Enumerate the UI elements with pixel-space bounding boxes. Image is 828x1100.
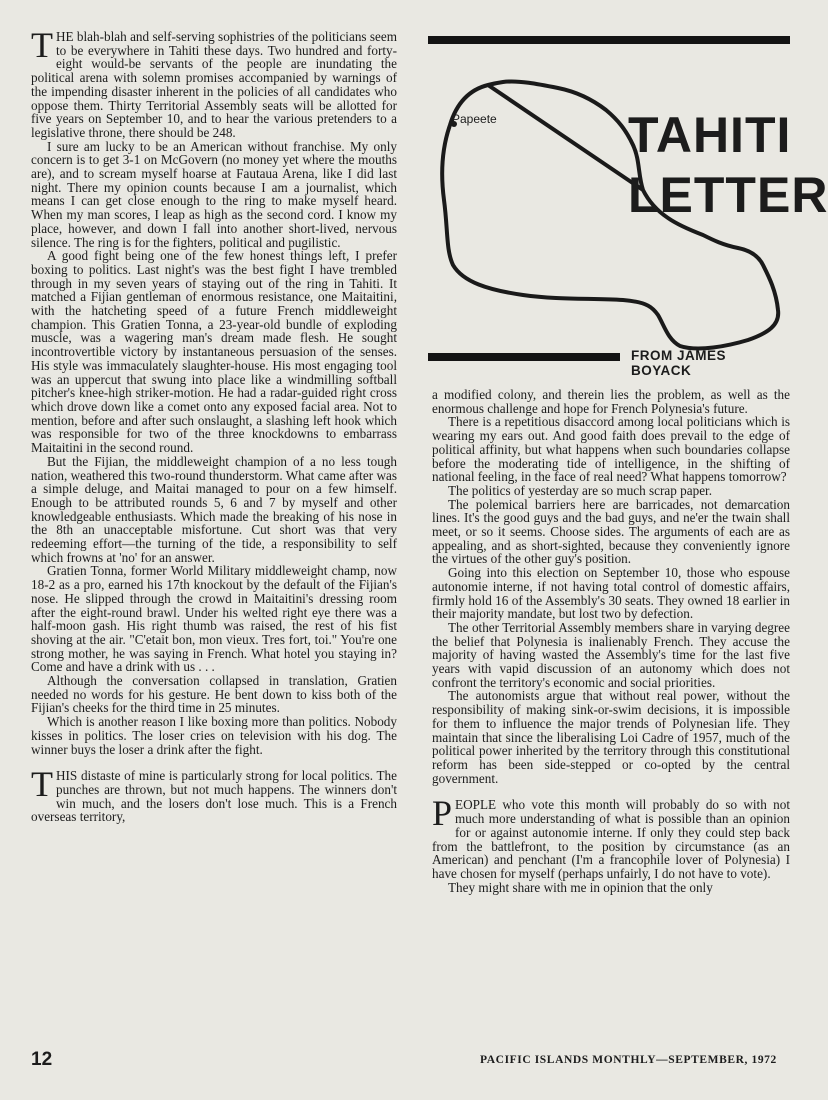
drop-cap: T: [31, 764, 53, 805]
paragraph-text: a modified colony, and therein lies the problem, as well as the enormous challenge and hope for French Polynesia's future.: [432, 387, 790, 416]
paragraph: [432, 498, 790, 567]
paragraph: [432, 415, 790, 484]
paragraph-text: HIS distaste of mine is particularly strong for local politics. The punches are thrown, but not much happens. The winners don't win much, and the losers don't lose much. This is a French overseas territory,: [31, 768, 397, 825]
paragraph: [31, 674, 397, 715]
right-column: [432, 388, 790, 894]
paragraph: [432, 484, 790, 498]
paragraph-text: I sure am lucky to be an American without franchise. My only concern is to get 3-1 on McGovern (no money yet where the mouths are), and to scream myself hoarse at Fautaua Arena, like I did last night. There my opinion counts because I am a journalist, which means I can get close enough to the ring to make myself heard. When my man scores, I leap as high as the second cord. I know my place, however, and down I fall into another short-lived, nervous silence. The ring is for the fighters, political and pugilistic.: [31, 138, 397, 250]
paragraph-text: Going into this election on September 10, those who espouse autonomie interne, if not having total control of domestic affairs, firmly hold 16 of the Assembly's 30 seats. They owned 18 earlier in their majority mandate, but lost two by defection.: [432, 565, 790, 622]
paragraph: [432, 566, 790, 621]
paragraph-text: But the Fijian, the middleweight champion of a no less tough nation, weathered this two-round thunderstorm. What came after was a simple deluge, and Maitai managed to pour on a few himself. Enough to be attributed rounds 5, 6 and 7 by myself and other knowledgeable enthusiasts. Which made the breaking of his nose in the 8th an unacceptable misfortune. Cut short was that very redeeming effort—the turning of the tide, a responsibility to self which frowns at 'no' for an answer.: [31, 453, 397, 565]
paragraph: [432, 621, 790, 690]
paragraph: [432, 793, 790, 881]
title-line1: TAHITI: [628, 107, 792, 163]
paragraph-text: The other Territorial Assembly members share in varying degree the belief that Polynesia is inalienably French. They accuse the majority of having wasted the Assembly's time for the last five years with vapid discussion of an autonomy which does not confront the territory's economic and social priorities.: [432, 619, 790, 690]
drop-cap: P: [432, 793, 453, 834]
paragraph-text: Although the conversation collapsed in translation, Gratien needed no words for his gesture. He bent down to kiss both of the Fijian's cheeks for the third time in 25 minutes.: [31, 673, 397, 716]
paragraph: [31, 715, 397, 756]
paragraph: [432, 388, 790, 415]
paragraph-text: Gratien Tonna, former World Military middleweight champ, now 18-2 as a pro, earned his 17th knockout by the default of the Fijian's nose. He slipped through the crowd in Maitaitini's dressing room after the eight-round brawl. Under his welted right eye there was a half-moon gash. His right thumb was raised, the rest of his fist shoving at the air. "C'etait bon, mon vieux. Tres fort, toi." You're one strong mother, he was saying in French. What hotel you staying in? Come and have a drink with us . . .: [31, 563, 397, 675]
paragraph-text: A good fight being one of the few honest things left, I prefer boxing to politics. Last night's was the best fight I have trembled through in my seven years of staying out of the ring in Tahiti. It matched a Fijian gentleman of enormous resistance, one Maitaitini, with the hatcheting speed of a future French middleweight champion. This Gratien Tonna, a 23-year-old bundle of exploding muscle, was a wagering man's dream made flesh. He sought incontrovertible victory by instantaneous persuasion of the senses. His style was immaculately slaughter-house. His most engaging tool was an uppercut that swung into place like a windmilling softball pitcher's knee-high striker-motion. He had a radar-guided right cross which drove down like a comet onto any exposed facial area. Not to mention, before and after such onslaught, a slashing left hook which was responsible for two of the three knockdowns to embarrass Maitaitini in the second round.: [31, 248, 397, 456]
paragraph: [31, 564, 397, 674]
paragraph-text: The autonomists argue that without real power, without the responsibility of making sink-or-swim decisions, it is impossible for them to influence the major trends of Polynesian life. They maintain that since the liberalising Loi Cadre of 1957, much of the political power inherited by the territory through this constitutional reform has been side-stepped or co-opted by the central government.: [432, 688, 790, 786]
paragraph: [31, 764, 397, 825]
article-header: [428, 30, 828, 378]
byline: FROM JAMES BOYACK: [631, 348, 727, 378]
header-bottom-rule: [428, 353, 620, 361]
paragraph: [432, 689, 790, 785]
paragraph-text: HE blah-blah and self-serving sophistries of the politicians seem to be everywhere in Tahiti these days. Two hundred and forty-eight would-be servants of the people are inundating the political arena with solemn promises accompanied by warnings of the impending disaster inherent in the policies of all candidates who oppose them. Thirty Territorial Assembly seats will be allotted for five years on September 10, and to hear the various pretenders to a legislative throne, there should be 248.: [31, 29, 397, 140]
paragraph: [31, 455, 397, 565]
paragraph-text: The polemical barriers here are barricades, not demarcation lines. It's the good guys and the bad guys, and ne'er the twain shall meet, or so it seems. Choose sides. The arguments of each are as appealing, and as short-sighted, because they conveniently ignore the virtues of the other guy's position.: [432, 496, 790, 567]
title-line2: LETTER: [628, 167, 828, 223]
drop-cap: T: [31, 25, 53, 65]
paragraph-text: There is a repetitious disaccord among local politicians which is wearing my ears out. And good faith does prevail to the edge of political affinity, but what happens when such boundaries collapse before the moderating tide of intelligence, in the shifting of national feeling, in the face of real need? What happens tomorrow?: [432, 414, 790, 485]
left-column: [31, 25, 397, 825]
papeete-label: Papeete: [452, 112, 497, 126]
paragraph-text: EOPLE who vote this month will probably do so with not much more understanding of what is possible than an opinion for or against autonomie interne. If only they could step back from the battlefront, to the position by circumstance (as an American) and penchant (I'm a francophile lover of Polynesia) I have chosen for myself (perhaps unfairly, I do not have to vote).: [432, 797, 790, 881]
header-top-rule: [428, 36, 790, 44]
paragraph: [31, 249, 397, 455]
page-number: 12: [31, 1049, 53, 1070]
paragraph-text: They might share with me in opinion that the only: [448, 879, 713, 895]
publication-line: PACIFIC ISLANDS MONTHLY—SEPTEMBER, 1972: [480, 1054, 777, 1066]
paragraph: [432, 881, 790, 895]
paragraph-text: Which is another reason I like boxing more than politics. Nobody kisses in politics. The loser cries on television with his dog. The winner buys the loser a drink after the fight.: [31, 714, 397, 757]
paragraph: [31, 140, 397, 250]
paragraph-text: The politics of yesterday are so much scrap paper.: [448, 482, 713, 498]
paragraph: [31, 25, 397, 140]
